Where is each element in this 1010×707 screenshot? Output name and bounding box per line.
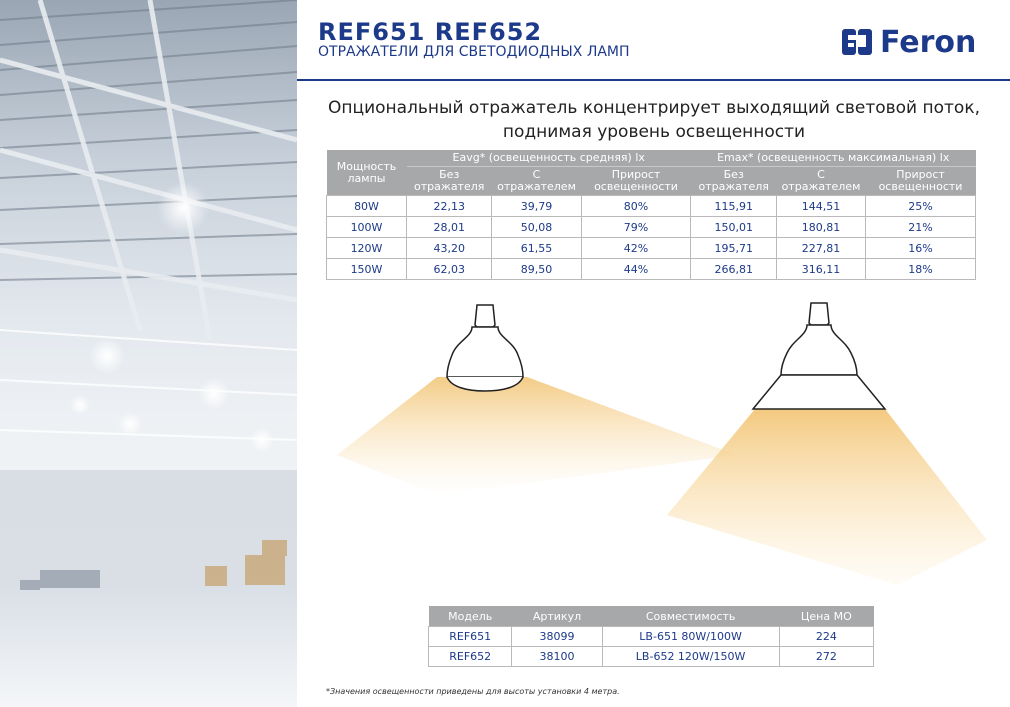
feron-logo-icon — [840, 25, 874, 59]
table-cell: 50,08 — [492, 217, 581, 238]
table-cell: LB-651 80W/100W — [602, 627, 779, 647]
brand-name: Feron — [880, 24, 977, 60]
table-cell: 61,55 — [492, 238, 581, 259]
table-cell: 28,01 — [407, 217, 492, 238]
table-cell: 115,91 — [691, 196, 776, 217]
headline-line-1: Опциональный отражатель концентрирует выходящий световой поток, — [328, 98, 980, 118]
table-cell: 80W — [327, 196, 407, 217]
sub-header: Без отражателя — [691, 167, 776, 196]
sub-header: Прирост освещенности — [866, 167, 976, 196]
table-row — [327, 259, 976, 280]
table-cell: 21% — [866, 217, 976, 238]
headline — [318, 96, 990, 144]
table-cell: 38100 — [512, 647, 602, 667]
col-header: Цена МО — [779, 606, 873, 627]
table-cell: REF652 — [429, 647, 512, 667]
lamp-illustrations — [297, 295, 1010, 585]
table-cell: 144,51 — [776, 196, 865, 217]
table-cell: 80% — [581, 196, 691, 217]
illuminance-table — [326, 150, 976, 280]
table-cell: 42% — [581, 238, 691, 259]
warehouse-photo — [0, 0, 297, 707]
table-cell: 79% — [581, 217, 691, 238]
table-row — [327, 238, 976, 259]
lamp-with-reflector-icon — [667, 303, 987, 585]
lamp-without-reflector-icon — [337, 305, 737, 495]
sub-header: Прирост освещенности — [581, 167, 691, 196]
table-cell: 272 — [779, 647, 873, 667]
page-title: REF651 REF652 — [318, 18, 543, 46]
sub-header: С отражателем — [492, 167, 581, 196]
table-cell: REF651 — [429, 627, 512, 647]
col-header: Модель — [429, 606, 512, 627]
table-cell: LB-652 120W/150W — [602, 647, 779, 667]
table-cell: 120W — [327, 238, 407, 259]
table-cell: 44% — [581, 259, 691, 280]
col-header: Артикул — [512, 606, 602, 627]
table-cell: 150W — [327, 259, 407, 280]
table-cell: 16% — [866, 238, 976, 259]
table-cell: 22,13 — [407, 196, 492, 217]
table-cell: 266,81 — [691, 259, 776, 280]
table-cell: 18% — [866, 259, 976, 280]
table-row — [327, 217, 976, 238]
table-cell: 150,01 — [691, 217, 776, 238]
sub-header: Без отражателя — [407, 167, 492, 196]
table-cell: 25% — [866, 196, 976, 217]
emax-group-header: Emax* (освещенность максимальная) lx — [691, 150, 976, 167]
table-row — [429, 627, 874, 647]
table-cell: 39,79 — [492, 196, 581, 217]
table-cell: 100W — [327, 217, 407, 238]
headline-line-2: поднимая уровень освещенности — [502, 122, 806, 142]
table-cell: 316,11 — [776, 259, 865, 280]
sub-header: С отражателем — [776, 167, 865, 196]
brand-logo — [840, 24, 976, 60]
table-cell: 180,81 — [776, 217, 865, 238]
table-cell: 89,50 — [492, 259, 581, 280]
footnote: *Значения освещенности приведены для высоты установки 4 метра. — [326, 687, 620, 696]
table-cell: 43,20 — [407, 238, 492, 259]
table-cell: 62,03 — [407, 259, 492, 280]
warehouse-illustration — [0, 0, 297, 707]
table-cell: 195,71 — [691, 238, 776, 259]
col-power-header: Мощность лампы — [327, 150, 407, 196]
table-row — [429, 647, 874, 667]
eavg-group-header: Eavg* (освещенность средняя) lx — [407, 150, 691, 167]
table-cell: 227,81 — [776, 238, 865, 259]
header-divider — [297, 79, 1010, 81]
col-header: Совместимость — [602, 606, 779, 627]
model-table — [428, 606, 874, 667]
table-cell: 38099 — [512, 627, 602, 647]
table-cell: 224 — [779, 627, 873, 647]
page-subtitle: ОТРАЖАТЕЛИ ДЛЯ СВЕТОДИОДНЫХ ЛАМП — [318, 44, 630, 60]
table-row — [327, 196, 976, 217]
